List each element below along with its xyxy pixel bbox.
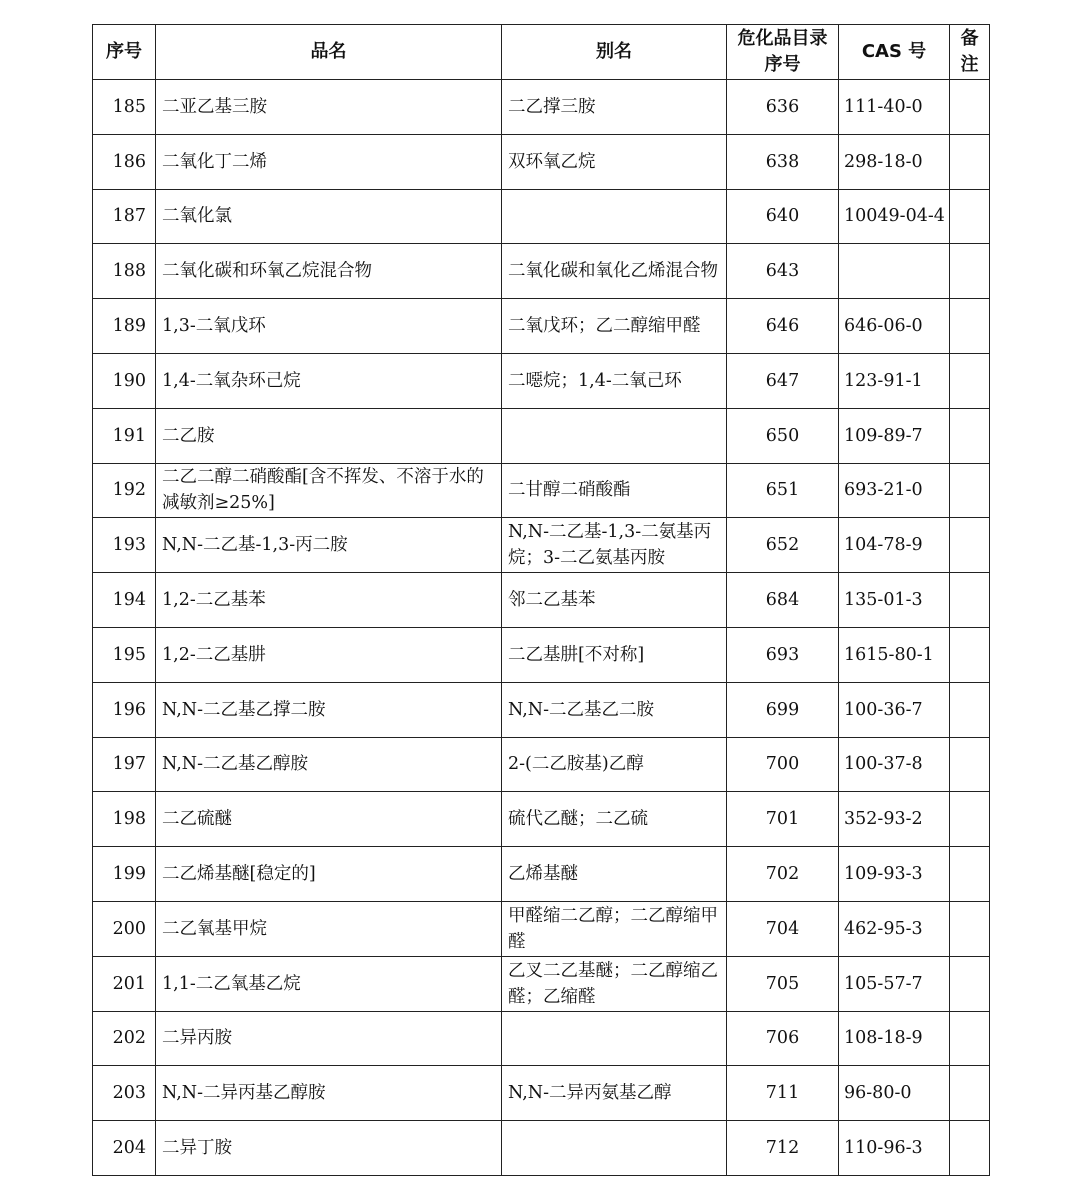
cell-seq: 192 [93, 463, 156, 518]
cell-catalog: 652 [727, 518, 839, 573]
cell-seq: 193 [93, 518, 156, 573]
cell-cas: 105-57-7 [839, 956, 950, 1011]
header-cas: CAS 号 [839, 25, 950, 80]
cell-note [950, 244, 990, 299]
cell-seq: 198 [93, 792, 156, 847]
cell-alias: 乙烯基醚 [502, 847, 727, 902]
cell-cas: 1615-80-1 [839, 627, 950, 682]
cell-name: 1,4-二氧杂环己烷 [156, 353, 502, 408]
cell-note [950, 299, 990, 354]
table-row [93, 463, 990, 518]
cell-seq: 202 [93, 1011, 156, 1066]
cell-alias [502, 189, 727, 244]
cell-seq: 195 [93, 627, 156, 682]
cell-note [950, 847, 990, 902]
table-row [93, 408, 990, 463]
cell-alias [502, 1011, 727, 1066]
cell-cas: 109-89-7 [839, 408, 950, 463]
table-row [93, 1066, 990, 1121]
cell-seq: 199 [93, 847, 156, 902]
cell-note [950, 682, 990, 737]
cell-seq: 203 [93, 1066, 156, 1121]
cell-name: 二亚乙基三胺 [156, 80, 502, 135]
cell-alias: 甲醛缩二乙醇；二乙醇缩甲醛 [502, 901, 727, 956]
cell-alias: 二氧化碳和氧化乙烯混合物 [502, 244, 727, 299]
cell-note [950, 956, 990, 1011]
table-row [93, 627, 990, 682]
cell-catalog: 693 [727, 627, 839, 682]
cell-alias: N,N-二乙基-1,3-二氨基丙烷；3-二乙氨基丙胺 [502, 518, 727, 573]
cell-alias: 双环氧乙烷 [502, 134, 727, 189]
cell-alias [502, 1121, 727, 1176]
cell-seq: 185 [93, 80, 156, 135]
hazardous-chemicals-table [92, 24, 990, 1176]
table-row [93, 299, 990, 354]
cell-catalog: 700 [727, 737, 839, 792]
cell-catalog: 650 [727, 408, 839, 463]
cell-alias: 二乙基肼[不对称] [502, 627, 727, 682]
cell-alias: 二噁烷；1,4-二氧己环 [502, 353, 727, 408]
header-catalog [727, 25, 839, 80]
cell-seq: 204 [93, 1121, 156, 1176]
cell-name: 二乙硫醚 [156, 792, 502, 847]
cell-name: N,N-二乙基乙撑二胺 [156, 682, 502, 737]
cell-name: 1,3-二氧戊环 [156, 299, 502, 354]
cell-cas: 100-37-8 [839, 737, 950, 792]
cell-note [950, 1121, 990, 1176]
cell-catalog: 705 [727, 956, 839, 1011]
cell-catalog: 699 [727, 682, 839, 737]
cell-seq: 197 [93, 737, 156, 792]
cell-cas: 462-95-3 [839, 901, 950, 956]
cell-catalog: 638 [727, 134, 839, 189]
cell-cas: 100-36-7 [839, 682, 950, 737]
cell-alias: 二甘醇二硝酸酯 [502, 463, 727, 518]
table-row [93, 682, 990, 737]
header-alias: 别名 [502, 25, 727, 80]
table-row [93, 80, 990, 135]
table-row [93, 1011, 990, 1066]
cell-alias: 二氧戊环；乙二醇缩甲醛 [502, 299, 727, 354]
cell-catalog: 647 [727, 353, 839, 408]
header-note-line2: 注 [960, 54, 979, 75]
cell-catalog: 651 [727, 463, 839, 518]
table-row [93, 189, 990, 244]
cell-note [950, 1011, 990, 1066]
header-note-line1: 备 [960, 28, 979, 49]
cell-catalog: 684 [727, 573, 839, 628]
table-header [93, 25, 990, 80]
cell-cas: 298-18-0 [839, 134, 950, 189]
cell-seq: 201 [93, 956, 156, 1011]
cell-catalog: 701 [727, 792, 839, 847]
table-row [93, 956, 990, 1011]
cell-seq: 191 [93, 408, 156, 463]
cell-seq: 190 [93, 353, 156, 408]
cell-note [950, 737, 990, 792]
cell-alias: N,N-二乙基乙二胺 [502, 682, 727, 737]
cell-seq: 196 [93, 682, 156, 737]
cell-note [950, 901, 990, 956]
header-name: 品名 [156, 25, 502, 80]
cell-cas: 123-91-1 [839, 353, 950, 408]
table-row [93, 134, 990, 189]
cell-cas: 135-01-3 [839, 573, 950, 628]
cell-cas: 111-40-0 [839, 80, 950, 135]
header-catalog-line1: 危化品目录 [737, 28, 828, 49]
cell-seq: 189 [93, 299, 156, 354]
cell-note [950, 353, 990, 408]
table-row [93, 353, 990, 408]
cell-note [950, 1066, 990, 1121]
table-row [93, 244, 990, 299]
table-row [93, 792, 990, 847]
cell-name: N,N-二异丙基乙醇胺 [156, 1066, 502, 1121]
cell-alias: N,N-二异丙氨基乙醇 [502, 1066, 727, 1121]
cell-catalog: 640 [727, 189, 839, 244]
table-row [93, 847, 990, 902]
cell-name: 二乙烯基醚[稳定的] [156, 847, 502, 902]
header-catalog-line2: 序号 [764, 54, 801, 75]
cell-name: 二氧化碳和环氧乙烷混合物 [156, 244, 502, 299]
header-seq: 序号 [93, 25, 156, 80]
cell-cas [839, 244, 950, 299]
cell-cas: 10049-04-4 [839, 189, 950, 244]
table-row [93, 573, 990, 628]
header-row [93, 25, 990, 80]
cell-cas: 104-78-9 [839, 518, 950, 573]
cell-alias: 乙叉二乙基醚；二乙醇缩乙醛；乙缩醛 [502, 956, 727, 1011]
cell-name: N,N-二乙基-1,3-丙二胺 [156, 518, 502, 573]
cell-catalog: 712 [727, 1121, 839, 1176]
cell-catalog: 636 [727, 80, 839, 135]
cell-alias: 硫代乙醚；二乙硫 [502, 792, 727, 847]
cell-name: 1,1-二乙氧基乙烷 [156, 956, 502, 1011]
cell-alias: 邻二乙基苯 [502, 573, 727, 628]
cell-name: 1,2-二乙基苯 [156, 573, 502, 628]
cell-note [950, 518, 990, 573]
cell-seq: 188 [93, 244, 156, 299]
cell-seq: 200 [93, 901, 156, 956]
cell-cas: 352-93-2 [839, 792, 950, 847]
cell-name: 二乙二醇二硝酸酯[含不挥发、不溶于水的减敏剂≥25%] [156, 463, 502, 518]
cell-name: 二氧化氯 [156, 189, 502, 244]
cell-name: 二异丙胺 [156, 1011, 502, 1066]
cell-catalog: 711 [727, 1066, 839, 1121]
header-note [950, 25, 990, 80]
cell-note [950, 408, 990, 463]
table-row [93, 737, 990, 792]
cell-catalog: 646 [727, 299, 839, 354]
cell-cas: 110-96-3 [839, 1121, 950, 1176]
cell-alias [502, 408, 727, 463]
cell-catalog: 702 [727, 847, 839, 902]
cell-seq: 187 [93, 189, 156, 244]
cell-name: N,N-二乙基乙醇胺 [156, 737, 502, 792]
cell-cas: 693-21-0 [839, 463, 950, 518]
cell-note [950, 573, 990, 628]
cell-note [950, 627, 990, 682]
cell-cas: 108-18-9 [839, 1011, 950, 1066]
cell-name: 二氧化丁二烯 [156, 134, 502, 189]
table-row [93, 518, 990, 573]
cell-name: 二乙氧基甲烷 [156, 901, 502, 956]
cell-catalog: 706 [727, 1011, 839, 1066]
cell-seq: 186 [93, 134, 156, 189]
cell-name: 二乙胺 [156, 408, 502, 463]
cell-catalog: 704 [727, 901, 839, 956]
cell-alias: 二乙撑三胺 [502, 80, 727, 135]
cell-note [950, 80, 990, 135]
table-body [93, 80, 990, 1176]
cell-note [950, 792, 990, 847]
cell-catalog: 643 [727, 244, 839, 299]
cell-cas: 646-06-0 [839, 299, 950, 354]
cell-seq: 194 [93, 573, 156, 628]
cell-alias: 2-(二乙胺基)乙醇 [502, 737, 727, 792]
cell-note [950, 134, 990, 189]
cell-cas: 96-80-0 [839, 1066, 950, 1121]
cell-name: 1,2-二乙基肼 [156, 627, 502, 682]
cell-name: 二异丁胺 [156, 1121, 502, 1176]
cell-cas: 109-93-3 [839, 847, 950, 902]
table-row [93, 1121, 990, 1176]
cell-note [950, 189, 990, 244]
cell-note [950, 463, 990, 518]
table-row [93, 901, 990, 956]
